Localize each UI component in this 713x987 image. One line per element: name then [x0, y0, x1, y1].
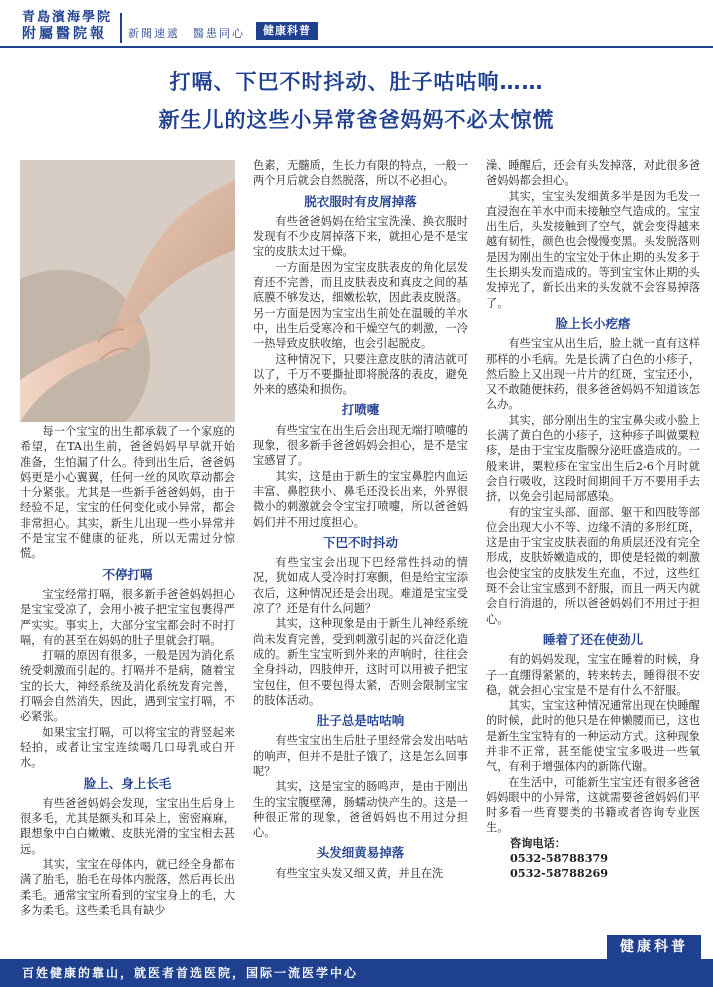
paragraph: 有些宝宝会出现下巴经常性抖动的情况，犹如成人受冷时打寒颤，但是给宝宝添衣后，这种情况还是会出现。难道是宝宝受凉了？还是有什么问题？: [253, 556, 468, 616]
paragraph: 其实，宝宝这种情况通常出现在快睡醒的时候，此时的他只是在伸懒腰而已，这也是新生宝宝特有的一种运动方式。这种现象并非不正常，甚至能使宝宝多吸进一些氧气，有利于增强体内的新陈代谢。: [486, 699, 700, 774]
baby-hand-illustration: [20, 160, 235, 422]
section-heading-chin-tremor: 下巴不时抖动: [322, 534, 398, 550]
section-heading-skin-flakes: 脱衣服时有皮屑掉落: [304, 193, 417, 209]
article-column-3: [486, 158, 700, 882]
section-heading-tummy-rumble: 肚子总是咕咕响: [316, 713, 405, 729]
paragraph: 这种情况下，只要注意皮肤的清洁就可以了，千万不要撕扯即将脱落的表皮，避免外来的感染和损伤。: [253, 352, 468, 397]
paragraph: 有的宝宝头部、面部、躯干和四肢等部位会出现大小不等、边缘不清的多形红斑，这是由于宝宝皮肤表面的角质层还没有完全形成，皮肤娇嫩造成的，即使是轻微的刺激也会使宝宝的皮肤发生充血，不过，这些红斑不会让宝宝感到不舒服，而且一两天内就会自行消退的，所以爸爸妈妈们不用过于担心。: [486, 505, 700, 626]
paragraph: 有些宝宝头发又细又黄，并且在洗: [275, 866, 444, 880]
paragraph: 一方面是因为宝宝皮肤表皮的角化层发育还不完善，而且皮肤表皮和真皮之间的基底膜不够发达，细嫩松软，因此表皮脱落。另一方面是因为宝宝出生前处在温暖的羊水中，出生后受寒冷和干燥空气的刺激，一冷一热导致皮肤收缩，也会引起脱皮。: [253, 260, 468, 351]
section-tag: 健康科普: [607, 935, 701, 959]
paragraph: 有些宝宝在出生后会出现无端打喷嚏的现象，很多新手爸爸妈妈会担心，是不是宝宝感冒了。: [253, 423, 468, 468]
masthead-line2: 附屬醫院報: [22, 26, 107, 42]
headline-line2: 新生儿的这些小异常爸爸妈妈不必太惊慌: [158, 108, 555, 132]
paragraph: 有些宝宝从出生后，脸上就一直有这样那样的小毛病。先是长满了白色的小疹子，然后脸上又出现一片片的红斑，宝宝还小，又不敢随便抹药，很多爸爸妈妈不知道该怎么办。: [486, 337, 700, 412]
tab-health[interactable]: 健康科普: [256, 22, 318, 40]
baby-hand-photo: [20, 160, 235, 422]
masthead-logo: [22, 10, 112, 42]
contact-phone-2[interactable]: 0532-58788269: [510, 866, 609, 881]
paragraph: 宝宝经常打嗝，很多新手爸爸妈妈担心是宝宝受凉了，会用小被子把宝宝包裹得严严实实。事实上，大部分宝宝都会时不时打嗝，有的甚至在妈妈的肚子里就会打嗝。: [20, 587, 235, 647]
paragraph: 有些宝宝出生后肚子里经常会发出咕咕的响声，但并不是肚子饿了，这是怎么回事呢？: [253, 734, 468, 778]
section-heading-sneeze: 打喷嚏: [341, 402, 380, 418]
paragraph: 其实，宝宝在母体内，就已经全身都布满了胎毛，胎毛在母体内脱落，然后再长出柔毛。通常宝宝所看到的宝宝身上的毛，大多为柔毛。这些柔毛具有缺少: [20, 858, 235, 917]
paragraph: 在生活中，可能新生宝宝还有很多爸爸妈妈眼中的小异常，这就需要爸爸妈妈们平时多看一些育婴类的书籍或者咨询专业医生。: [486, 775, 700, 835]
section-heading-body-hair: 脸上、身上长毛: [83, 775, 172, 791]
headline-line1: 打嗝、下巴不时抖动、肚子咕咕响……: [169, 70, 544, 94]
contact-phone-1[interactable]: 0532-58788379: [510, 851, 609, 866]
section-heading-hiccup: 不停打嗝: [102, 566, 153, 582]
nav-doctor[interactable]: 醫患同心: [193, 27, 245, 40]
article-column-1: [20, 424, 235, 918]
paragraph: 其实，这是由于新生的宝宝鼻腔内血运丰富、鼻腔狭小、鼻毛还没长出来，外界很微小的刺激就会令宝宝打喷嚏，所以爸爸妈妈们并不用过度担心。: [253, 469, 468, 529]
header-rule: [0, 46, 713, 48]
article-column-2: [253, 158, 468, 881]
paragraph: 其实，这是宝宝的肠鸣声，是由于刚出生的宝宝腹壁薄，肠蠕动快产生的。这是一种很正常的现象，爸爸妈妈也不用过分担心。: [253, 780, 468, 840]
footer-slogan: 百姓健康的靠山，就医者首选医院，国际一流医学中心: [0, 959, 713, 987]
section-heading-face-bumps: 脸上长小疙瘩: [555, 315, 631, 331]
paragraph: 打嗝的原因有很多，一般是因为消化系统受刺激而引起的。打嗝并不是病，随着宝宝的长大，神经系统及消化系统发育完善，打嗝会自然消失，因此，遇到宝宝打嗝，不必紧张。: [20, 649, 235, 724]
masthead-divider: [120, 13, 122, 43]
section-heading-sleep-straining: 睡着了还在使劲儿: [542, 631, 643, 647]
paragraph: 澡、睡醒后，还会有头发掉落，对此很多爸爸妈妈都会担心。: [486, 159, 700, 188]
paragraph: 其实，宝宝头发细黄多半是因为毛发一直浸泡在羊水中而未接触空气造成的。宝宝出生后，头发接触到了空气，就会变得越来越有韧性，颜色也会慢慢变黑。头发脱落则是因为刚出生的宝宝处于休止期的头发多于生长期头发而造成的。等到宝宝休止期的头发掉光了，新长出来的头发就不会容易掉落了。: [486, 189, 700, 310]
paragraph: 如果宝宝打嗝，可以将宝宝的背竖起来轻拍，或者让宝宝连续喝几口母乳或白开水。: [20, 725, 235, 770]
paragraph: 其实，这种现象是由于新生儿神经系统尚未发育完善，受到刺激引起的兴奋泛化造成的。新生宝宝听到外来的声响时，往往会全身抖动，四肢伸开，这时可以用被子把宝宝包住，但不要包得太紧，否则会限制宝宝的肢体活动。: [253, 617, 468, 707]
section-heading-hair-loss: 头发细黄易掉落: [316, 845, 405, 861]
paragraph: 有些爸爸妈妈在给宝宝洗澡、换衣服时发现有不少皮屑掉落下来，就担心是不是宝宝的皮肤太过干燥。: [253, 214, 468, 259]
paragraph: 色素，无髓质，生长力有限的特点，一般一两个月后就会自然脱落，所以不必担心。: [253, 159, 468, 188]
nav-news[interactable]: 新聞速遞: [128, 27, 180, 40]
paragraph: 有些爸爸妈妈会发现，宝宝出生后身上很多毛，尤其是额头和耳朵上，密密麻麻，跟想象中白白嫩嫩、皮肤光滑的宝宝相去甚远。: [20, 796, 235, 856]
masthead-line1: 青島濱海學院: [22, 10, 113, 25]
intro-paragraph: 每一个宝宝的出生都承载了一个家庭的希望，在TA出生前，爸爸妈妈早早就开始准备，生怕漏了什么。待到出生后，爸爸妈妈更是小心翼翼，任何一丝的风吹草动都会十分紧张。尤其是一些新手爸爸妈妈，由于经验不足，宝宝的任何变化或小异常，都会非常担心。其实，新生儿出现一些小异常并不是宝宝不健康的征兆，所以无需过分惊慌。: [20, 425, 235, 561]
contact-label: 咨询电话：: [510, 835, 566, 850]
paragraph: 其实，部分刚出生的宝宝鼻尖或小脸上长满了黄白色的小疹子，这种疹子叫做粟粒疹，是由于宝宝皮脂腺分泌旺盛造成的。一般来讲，粟粒疹在宝宝出生后2-6个月时就会自行吸收，这段时间期间千万不要用手去挤，以免会引起局部感染。: [486, 413, 700, 504]
paragraph: 有的妈妈发现，宝宝在睡着的时候，身子一直绷得紧紧的，转来转去，睡得很不安稳，就会担心宝宝是不是有什么不舒服。: [486, 653, 700, 697]
